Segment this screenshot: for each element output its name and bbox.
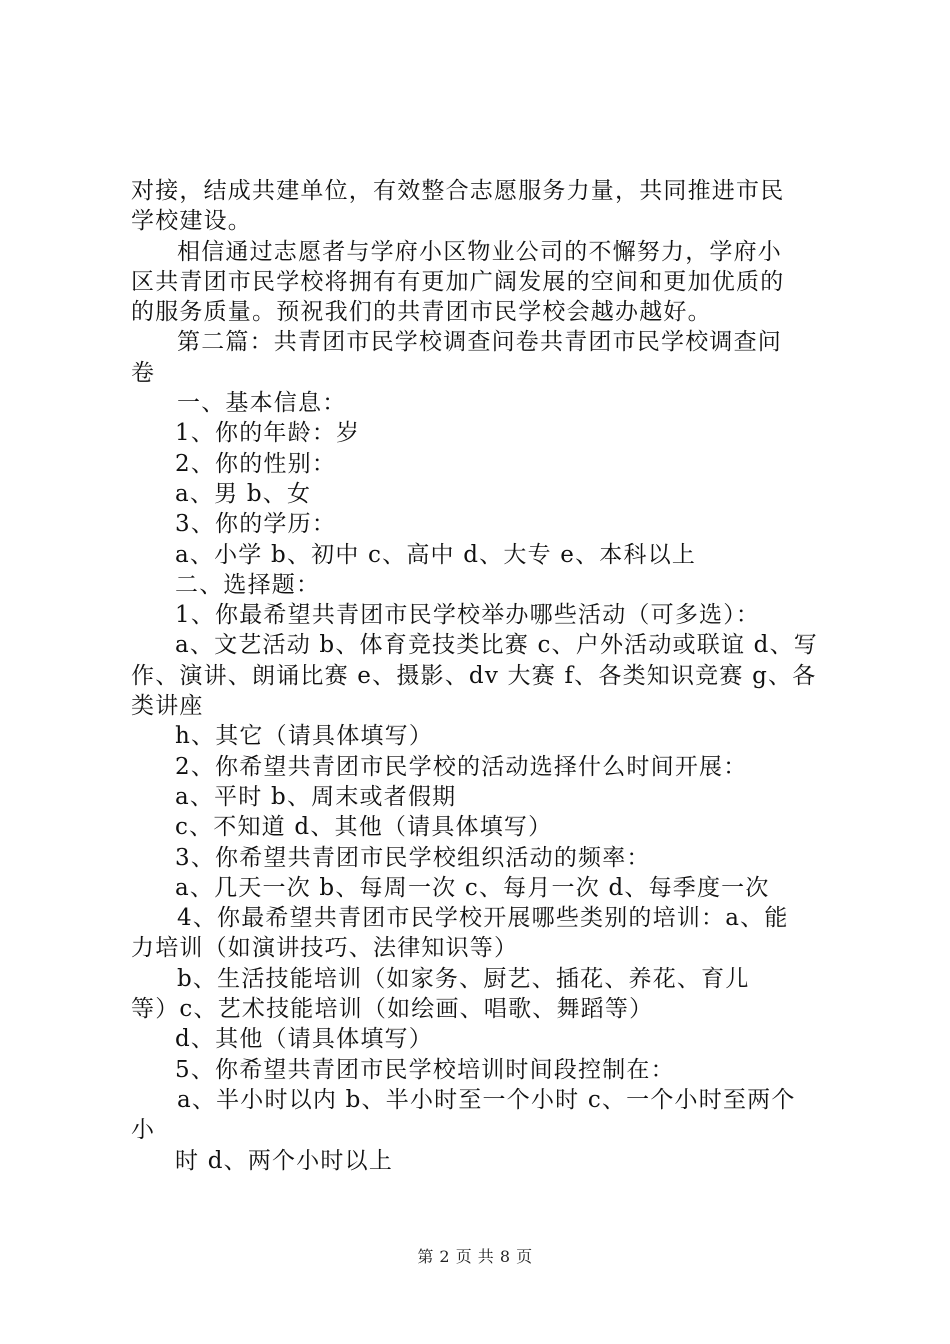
option-line: 等）c、艺术技能培训（如绘画、唱歌、舞蹈等） (131, 996, 654, 1023)
option-line: a、平时 b、周末或者假期 (175, 783, 457, 810)
text-line: 的服务质量。预祝我们的共青团市民学校会越办越好。 (131, 299, 712, 326)
option-line: b、生活技能培训（如家务、厨艺、插花、养花、育儿 (177, 965, 750, 992)
question-line: 4、你最希望共青团市民学校开展哪些类别的培训：a、能 (177, 905, 789, 932)
option-line: a、小学 b、初中 c、高中 d、大专 e、本科以上 (175, 541, 697, 568)
text-line: 学校建设。 (131, 208, 252, 235)
option-line: a、文艺活动 b、体育竞技类比赛 c、户外活动或联谊 d、写 (175, 632, 818, 659)
text-line: 对接，结成共建单位，有效整合志愿服务力量，共同推进市民 (131, 178, 785, 204)
option-line: h、其它（请具体填写） (175, 723, 434, 750)
page-number-footer: 第 2 页 共 8 页 (417, 1247, 533, 1266)
text-line: 卷 (131, 359, 156, 386)
question-line: 1、你的年龄：岁 (175, 420, 361, 447)
section-heading: 第二篇：共青团市民学校调查问卷共青团市民学校调查问 (177, 329, 782, 356)
question-line: 5、你希望共青团市民学校培训时间段控制在： (175, 1056, 675, 1083)
question-line: 1、你最希望共青团市民学校举办哪些活动（可多选）： (175, 602, 761, 629)
question-line: 2、你的性别： (175, 450, 337, 477)
option-line: 小 (131, 1117, 156, 1144)
option-line: c、不知道 d、其他（请具体填写） (175, 814, 553, 841)
option-line: d、其他（请具体填写） (175, 1026, 433, 1053)
text-line: 区共青团市民学校将拥有有更加广阔发展的空间和更加优质的 (131, 268, 785, 295)
question-line: 3、你的学历： (175, 511, 337, 538)
question-line: 3、你希望共青团市民学校组织活动的频率： (175, 844, 651, 871)
option-line: a、半小时以内 b、半小时至一个小时 c、一个小时至两个 (177, 1086, 796, 1113)
section-heading: 一、基本信息： (177, 390, 347, 417)
section-heading: 二、选择题： (175, 571, 321, 598)
text-line: 相信通过志愿者与学府小区物业公司的不懈努力，学府小 (177, 238, 782, 265)
option-line: a、几天一次 b、每周一次 c、每月一次 d、每季度一次 (175, 874, 770, 901)
option-line: 力培训（如演讲技巧、法律知识等） (131, 935, 519, 962)
option-line: 类讲座 (131, 693, 204, 720)
option-line: a、男 b、女 (175, 480, 312, 507)
question-line: 2、你希望共青团市民学校的活动选择什么时间开展： (175, 753, 748, 780)
option-line: 时 d、两个小时以上 (175, 1147, 394, 1174)
option-line: 作、演讲、朗诵比赛 e、摄影、dv 大赛 f、各类知识竞赛 g、各 (131, 662, 817, 689)
document-body (131, 176, 831, 1176)
